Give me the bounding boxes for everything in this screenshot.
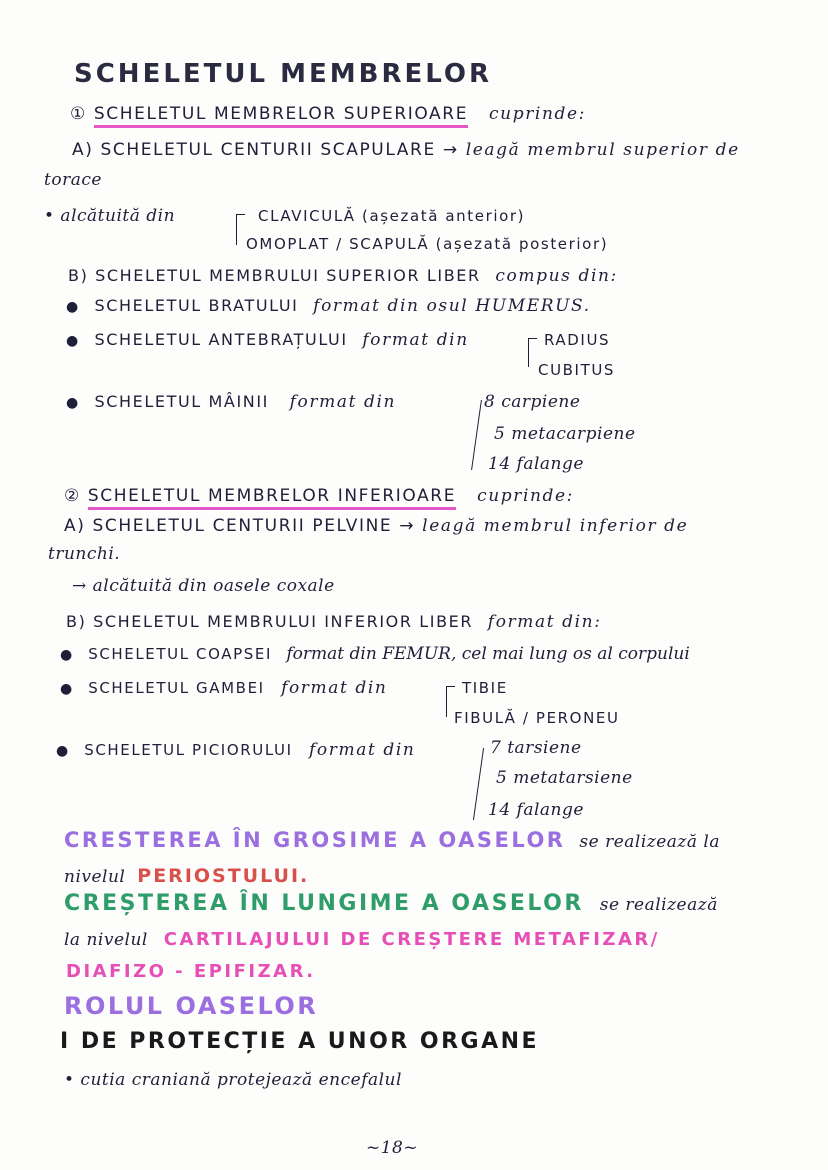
growth-length-title: CREȘTEREA ÎN LUNGIME A OASELOR: [64, 891, 584, 916]
s2-coapsa-line: [60, 644, 690, 665]
s2-fibula: FIBULĂ / PERONEU: [454, 709, 620, 727]
s1-metacarpiene: 5 metacarpiene: [494, 424, 636, 444]
section-2-heading: [64, 486, 574, 506]
growth-thickness-text2: nivelul: [64, 867, 126, 887]
s2-coapsa-text: format din FEMUR, cel mai lung os al corpului: [286, 644, 690, 664]
growth-thickness-line: [64, 830, 720, 852]
role-title: ROLUL OASELOR: [64, 992, 319, 1020]
s1-mana-text: format din: [289, 392, 397, 412]
s1-alcatuita: • alcătuită din: [44, 206, 176, 226]
s1-brat-line: [66, 296, 591, 317]
s1-mana-line: [66, 392, 396, 413]
periost-term: PERIOSTULUI.: [137, 865, 310, 887]
s2-falange: 14 falange: [488, 800, 584, 820]
growth-length-line: [64, 891, 718, 916]
section-2-title: SCHELETUL MEMBRELOR INFERIOARE: [88, 486, 456, 510]
bracket: [471, 400, 482, 470]
s2-picior-line: [56, 740, 415, 761]
s1-a-text: leagă membrul superior de: [465, 140, 740, 160]
s2-coapsa-label: SCHELETUL COAPSEI: [88, 645, 273, 663]
s2-b-line: [66, 612, 602, 632]
s2-a-line: [64, 516, 688, 536]
s2-gamba-line: [60, 678, 387, 699]
growth-length-text2: la nivelul: [64, 930, 148, 950]
growth-length-line2: [64, 930, 660, 950]
bullet-icon: ●: [60, 681, 74, 697]
s1-clavicula: CLAVICULĂ (așezată anterior): [258, 207, 526, 225]
s2-metatarsiene: 5 metatarsiene: [496, 768, 633, 788]
s1-brat-label: SCHELETUL BRATULUI: [94, 296, 299, 315]
s1-b-line: [68, 266, 618, 286]
s2-a-text2: trunchi.: [48, 544, 121, 564]
s2-alcatuita: → alcătuită din oasele coxale: [72, 576, 335, 596]
s1-brat-text: format din osul HUMERUS.: [313, 296, 591, 316]
s2-a-label: A) SCHELETUL CENTURII PELVINE: [64, 516, 393, 536]
s2-b-label: B) SCHELETUL MEMBRULUI INFERIOR LIBER: [66, 612, 474, 631]
bullet-icon: ●: [66, 299, 80, 315]
s1-a-label: A) SCHELETUL CENTURII SCAPULARE: [72, 140, 436, 160]
bracket: [528, 338, 537, 367]
s1-radius: RADIUS: [544, 331, 611, 349]
s2-a-text: leagă membrul inferior de: [422, 516, 689, 536]
s1-antebrat-text: format din: [362, 330, 469, 350]
s1-b-text: compus din:: [495, 266, 618, 286]
role-item-1: I DE PROTECȚIE A UNOR ORGANE: [60, 1029, 540, 1054]
s1-a-text2: torace: [44, 170, 102, 190]
s2-gamba-label: SCHELETUL GAMBEI: [88, 679, 265, 697]
page-number: ~18~: [366, 1138, 419, 1158]
bullet-icon: ●: [66, 395, 80, 411]
cartilage-term: CARTILAJULUI DE CREȘTERE METAFIZAR/: [163, 929, 660, 950]
page-title: SCHELETUL MEMBRELOR: [74, 59, 492, 89]
s1-antebrat-line: [66, 330, 469, 351]
bullet-icon: ●: [60, 647, 74, 663]
s1-carpiene: 8 carpiene: [484, 392, 581, 412]
s1-cubitus: CUBITUS: [538, 361, 616, 379]
section-1-verb: cuprinde:: [489, 104, 586, 124]
section-1-title: SCHELETUL MEMBRELOR SUPERIOARE: [94, 104, 468, 128]
growth-thickness-text: se realizează la: [579, 832, 720, 852]
s2-b-text: format din:: [487, 612, 602, 632]
bullet-icon: ●: [66, 333, 80, 349]
bracket: [473, 748, 484, 820]
section-2-number: ②: [64, 486, 81, 506]
s1-a-line: [72, 140, 740, 160]
s1-falange: 14 falange: [488, 454, 584, 474]
s2-tibie: TIBIE: [462, 679, 508, 697]
section-1-number: ①: [70, 104, 87, 124]
cartilage-term-cont: DIAFIZO - EPIFIZAR.: [66, 961, 316, 982]
role-cutie: • cutia craniană protejează encefalul: [64, 1070, 402, 1090]
growth-length-text: se realizează: [599, 895, 718, 915]
section-1-heading: [70, 104, 586, 124]
bullet-icon: ●: [56, 743, 70, 759]
s2-tarsiene: 7 tarsiene: [490, 738, 582, 758]
s2-picior-text: format din: [309, 740, 416, 760]
s2-gamba-text: format din: [281, 678, 388, 698]
arrow-right-icon: →: [442, 140, 459, 160]
bracket: [236, 214, 245, 245]
s1-omoplat: OMOPLAT / SCAPULĂ (așezată posterior): [246, 235, 609, 253]
arrow-right-icon: →: [399, 516, 416, 536]
section-2-verb: cuprinde:: [477, 486, 575, 506]
s1-mana-label: SCHELETUL MÂINII: [94, 392, 269, 411]
growth-thickness-title: CRESTEREA ÎN GROSIME A OASELOR: [64, 828, 566, 852]
s2-picior-label: SCHELETUL PICIORULUI: [84, 741, 293, 759]
growth-thickness-line2: [64, 866, 309, 887]
s1-antebrat-label: SCHELETUL ANTEBRAȚULUI: [94, 330, 348, 349]
s1-b-label: B) SCHELETUL MEMBRULUI SUPERIOR LIBER: [68, 266, 481, 285]
